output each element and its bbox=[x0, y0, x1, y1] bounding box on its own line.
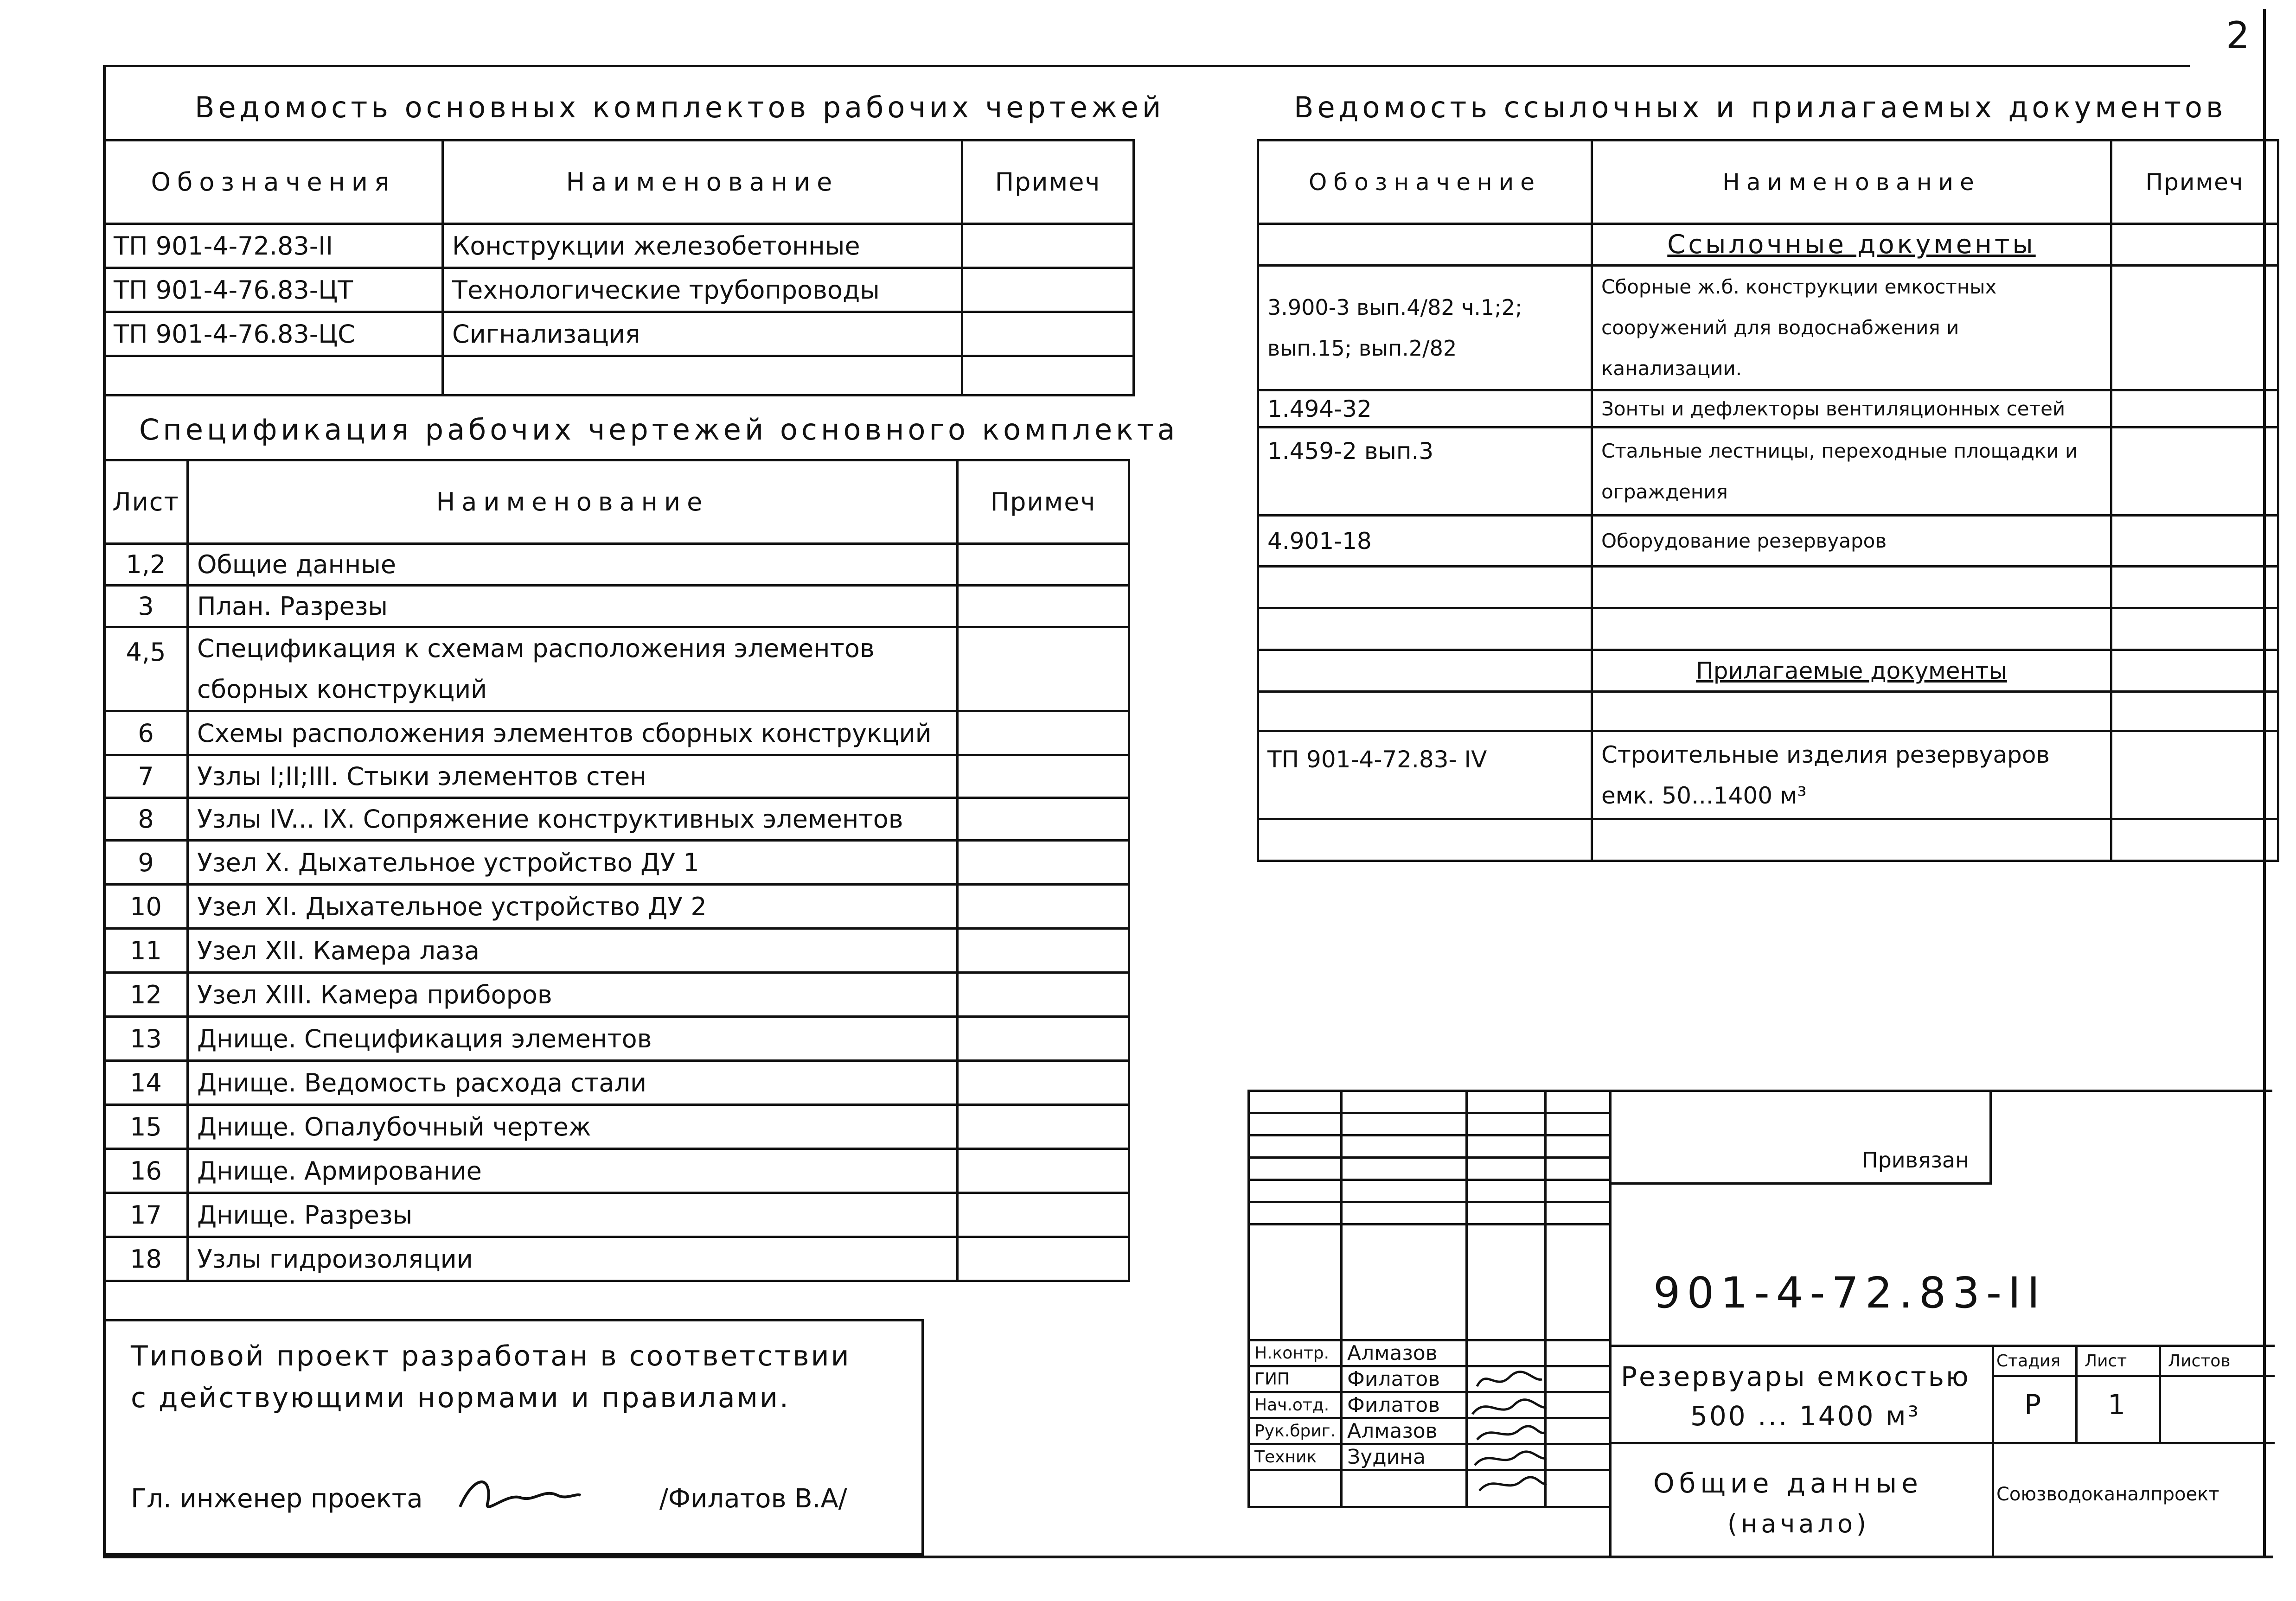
spec-sheet: 15 bbox=[104, 1105, 188, 1149]
spec-name: Схемы расположения элементов сборных конструкций bbox=[188, 711, 958, 755]
table-row bbox=[1258, 608, 2278, 650]
table-row bbox=[1258, 390, 2278, 427]
tb-sheet: 1 bbox=[2108, 1389, 2126, 1421]
title-block-roles-grid bbox=[1247, 1090, 1612, 1508]
table-row bbox=[104, 356, 1134, 395]
table-row bbox=[104, 1017, 1129, 1061]
tb-signature bbox=[1467, 1340, 1546, 1366]
basic-sets-designation: ТП 901-4-72.83-II bbox=[104, 224, 443, 268]
table-row bbox=[104, 268, 1134, 312]
spec-sheet: 7 bbox=[104, 755, 188, 798]
basic-sets-note bbox=[962, 268, 1134, 312]
table-row bbox=[1258, 266, 2278, 390]
spec-name: Днище. Разрезы bbox=[188, 1193, 958, 1237]
tb-person: Филатов bbox=[1342, 1366, 1467, 1392]
ref-header-note: Примеч bbox=[2111, 140, 2278, 224]
table-row bbox=[104, 1105, 1129, 1149]
spec-sheet: 4,5 bbox=[104, 627, 188, 711]
spec-name: Узел XI. Дыхательное устройство ДУ 2 bbox=[188, 885, 958, 929]
engineer-signature bbox=[455, 1470, 585, 1521]
title-block bbox=[1247, 1090, 2272, 1556]
spec-name: Спецификация к схемам расположения элементов сборных конструкций bbox=[188, 627, 958, 711]
spec-sheet: 8 bbox=[104, 798, 188, 841]
table-row bbox=[104, 885, 1129, 929]
table-row bbox=[104, 224, 1134, 268]
ref-docs-title: Ведомость ссылочных и прилагаемых документов bbox=[1294, 90, 2227, 124]
spec-name: Днище. Спецификация элементов bbox=[188, 1017, 958, 1061]
spec-name: Узлы IV... IX. Сопряжение конструктивных элементов bbox=[188, 798, 958, 841]
spec-name: Узел X. Дыхательное устройство ДУ 1 bbox=[188, 841, 958, 885]
spec-name: Узел XIII. Камера приборов bbox=[188, 973, 958, 1017]
table-row bbox=[104, 544, 1129, 586]
spec-sheet: 18 bbox=[104, 1237, 188, 1281]
table-row bbox=[104, 1193, 1129, 1237]
tb-role: Н.контр. bbox=[1249, 1340, 1342, 1366]
tb-organization: Союзводоканалпроект bbox=[1996, 1484, 2219, 1505]
table-row bbox=[104, 711, 1129, 755]
spec-name: Общие данные bbox=[188, 544, 958, 586]
table-row bbox=[104, 841, 1129, 885]
spec-header-sheet: Лист bbox=[104, 460, 188, 544]
spec-name: Днище. Ведомость расхода стали bbox=[188, 1061, 958, 1105]
tb-code: 901-4-72.83-II bbox=[1653, 1268, 2047, 1318]
spec-header-note: Примеч bbox=[958, 460, 1129, 544]
tb-role: Рук.бриг. bbox=[1249, 1418, 1342, 1444]
ref-designation: 1.494-32 bbox=[1258, 390, 1592, 427]
table-row bbox=[1258, 567, 2278, 608]
tb-object-name-2: 500 ... 1400 м³ bbox=[1690, 1400, 1920, 1432]
spec-sheet: 9 bbox=[104, 841, 188, 885]
spec-sheet: 10 bbox=[104, 885, 188, 929]
table-row bbox=[1249, 1366, 1611, 1392]
tb-person: Филатов bbox=[1342, 1392, 1467, 1418]
table-row bbox=[104, 1061, 1129, 1105]
tb-stage-label: Стадия bbox=[1996, 1352, 2061, 1371]
tb-stage: Р bbox=[2024, 1389, 2041, 1421]
spec-name: Узел XII. Камера лаза bbox=[188, 929, 958, 973]
statement-box bbox=[103, 1319, 924, 1556]
att-name: Строительные изделия резервуаров емк. 50...1400 м³ bbox=[1592, 731, 2111, 819]
role-signatures bbox=[1468, 1368, 1551, 1507]
ref-name: Стальные лестницы, переходные площадки и ограждения bbox=[1592, 427, 2111, 516]
att-designation: ТП 901-4-72.83- IV bbox=[1258, 731, 1592, 819]
table-row bbox=[1258, 427, 2278, 516]
spec-name: Днище. Опалубочный чертеж bbox=[188, 1105, 958, 1149]
basic-sets-name: Конструкции железобетонные bbox=[443, 224, 962, 268]
spec-table bbox=[103, 459, 1130, 1282]
spec-sheet: 13 bbox=[104, 1017, 188, 1061]
tb-object-name-1: Резервуары емкостью bbox=[1621, 1361, 1970, 1392]
ref-designation: 4.901-18 bbox=[1258, 516, 1592, 567]
ref-docs-table bbox=[1257, 139, 2279, 862]
spec-sheet: 3 bbox=[104, 586, 188, 627]
basic-sets-name: Технологические трубопроводы bbox=[443, 268, 962, 312]
spec-name: Днище. Армирование bbox=[188, 1149, 958, 1193]
spec-sheet: 16 bbox=[104, 1149, 188, 1193]
spec-name: Узлы гидроизоляции bbox=[188, 1237, 958, 1281]
spec-header-name: Наименование bbox=[188, 460, 958, 544]
table-row bbox=[1249, 1418, 1611, 1444]
table-row bbox=[1258, 819, 2278, 861]
table-row bbox=[104, 1237, 1129, 1281]
tb-right bbox=[1609, 1090, 2272, 1556]
tb-sheet-label: Лист bbox=[2085, 1352, 2127, 1371]
spec-sheet: 1,2 bbox=[104, 544, 188, 586]
table-row bbox=[1258, 224, 2278, 266]
basic-sets-note bbox=[962, 224, 1134, 268]
tb-role: ГИП bbox=[1249, 1366, 1342, 1392]
page-number: 2 bbox=[2226, 14, 2250, 57]
basic-sets-header-designation: Обозначения bbox=[104, 140, 443, 224]
engineer-label: Гл. инженер проекта bbox=[131, 1484, 423, 1514]
basic-sets-header-note: Примеч bbox=[962, 140, 1134, 224]
tb-sheets-label: Листов bbox=[2168, 1352, 2231, 1371]
spec-sheet: 12 bbox=[104, 973, 188, 1017]
ref-name: Оборудование резервуаров bbox=[1592, 516, 2111, 567]
table-row bbox=[104, 973, 1129, 1017]
spec-sheet: 11 bbox=[104, 929, 188, 973]
table-row bbox=[104, 798, 1129, 841]
frame-top bbox=[103, 65, 2190, 67]
spec-name: План. Разрезы bbox=[188, 586, 958, 627]
spec-title: Спецификация рабочих чертежей основного комплекта bbox=[139, 413, 1179, 446]
basic-sets-note bbox=[962, 312, 1134, 356]
table-row bbox=[1258, 731, 2278, 819]
table-row bbox=[104, 755, 1129, 798]
tb-person: Алмазов bbox=[1342, 1418, 1467, 1444]
tb-person: Зудина bbox=[1342, 1444, 1467, 1470]
basic-sets-designation: ТП 901-4-76.83-ЦС bbox=[104, 312, 443, 356]
spec-sheet: 6 bbox=[104, 711, 188, 755]
table-row bbox=[104, 929, 1129, 973]
frame-bottom bbox=[103, 1556, 2273, 1558]
spec-sheet: 14 bbox=[104, 1061, 188, 1105]
table-row bbox=[104, 1149, 1129, 1193]
table-row bbox=[1249, 1392, 1611, 1418]
tb-role: Техник bbox=[1249, 1444, 1342, 1470]
tb-person: Алмазов bbox=[1342, 1340, 1467, 1366]
basic-sets-designation: ТП 901-4-76.83-ЦТ bbox=[104, 268, 443, 312]
statement-line-1: Типовой проект разработан в соответствии bbox=[131, 1340, 851, 1372]
att-section-title: Прилагаемые документы bbox=[1592, 650, 2111, 692]
ref-header-designation: Обозначение bbox=[1258, 140, 1592, 224]
tb-role: Нач.отд. bbox=[1249, 1392, 1342, 1418]
spec-sheet: 17 bbox=[104, 1193, 188, 1237]
ref-name: Зонты и дефлекторы вентиляционных сетей bbox=[1592, 390, 2111, 427]
ref-designation: 1.459-2 вып.3 bbox=[1258, 427, 1592, 516]
spec-name: Узлы I;II;III. Стыки элементов стен bbox=[188, 755, 958, 798]
table-row bbox=[1258, 692, 2278, 731]
ref-section-title: Ссылочные документы bbox=[1592, 224, 2111, 266]
basic-sets-name: Сигнализация bbox=[443, 312, 962, 356]
tb-linked: Привязан bbox=[1862, 1148, 1970, 1173]
ref-name: Сборные ж.б. конструкции емкостных сооружений для водоснабжения и канализации. bbox=[1592, 266, 2111, 390]
basic-sets-table bbox=[103, 139, 1135, 396]
basic-sets-header-name: Наименование bbox=[443, 140, 962, 224]
table-row bbox=[104, 312, 1134, 356]
table-row bbox=[1258, 650, 2278, 692]
statement-line-2: с действующими нормами и правилами. bbox=[131, 1382, 790, 1414]
ref-designation: 3.900-3 вып.4/82 ч.1;2; вып.15; вып.2/82 bbox=[1258, 266, 1592, 390]
table-row bbox=[1249, 1444, 1611, 1470]
table-row bbox=[104, 627, 1129, 711]
engineer-name: /Филатов В.А/ bbox=[659, 1484, 847, 1514]
ref-header-name: Наименование bbox=[1592, 140, 2111, 224]
tb-sheet-title-1: Общие данные bbox=[1653, 1467, 1923, 1499]
table-row bbox=[104, 586, 1129, 627]
table-row bbox=[1249, 1340, 1611, 1366]
table-row bbox=[1258, 516, 2278, 567]
tb-sheet-title-2: (начало) bbox=[1727, 1509, 1870, 1538]
basic-sets-title: Ведомость основных комплектов рабочих чертежей bbox=[195, 90, 1165, 124]
